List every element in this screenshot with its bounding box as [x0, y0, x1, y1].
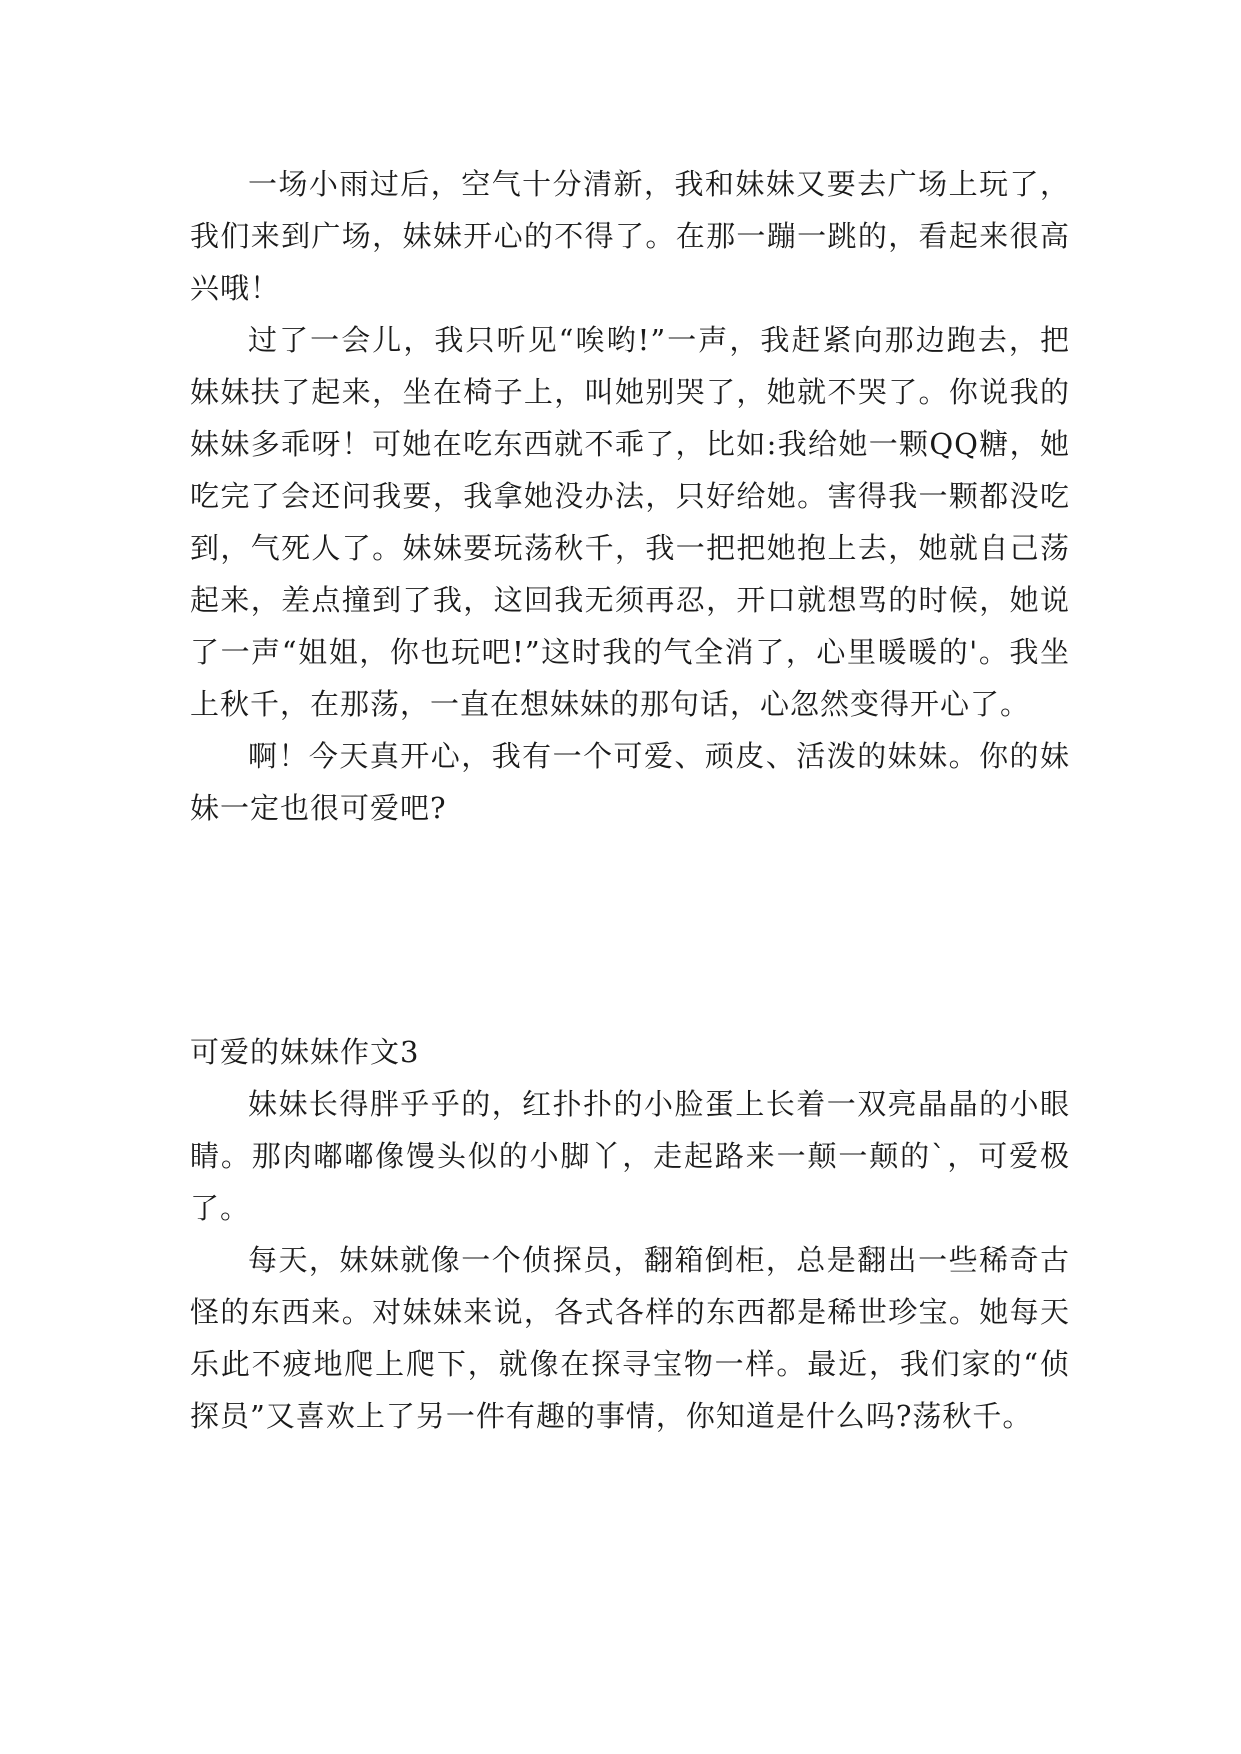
- paragraph: 啊！今天真开心，我有一个可爱、顽皮、活泼的妹妹。你的妹妹一定也很可爱吧?: [190, 739, 1070, 825]
- paragraph: 过了一会儿，我只听见“唉哟!”一声，我赶紧向那边跑去，把妹妹扶了起来，坐在椅子上，叫她别哭了，她就不哭了。你说我的妹妹多乖呀！可她在吃东西就不乖了，比如:我给她一颗QQ糖，她吃完了会还问我要，我拿她没办法，只好给她。害得我一颗都没吃到，气死人了。妹妹要玩荡秋千，我一把把她抱上去，她就自己荡起来，差点撞到了我，这回我无须再忍，开口就想骂的时候，她说了一声“姐姐，你也玩吧!”这时我的气全消了，心里暖暖的'。我坐上秋千，在那荡，一直在想妹妹的那句话，心忽然变得开心了。: [190, 323, 1070, 721]
- section-title: 可爱的妹妹作文3: [190, 1035, 420, 1069]
- paragraph: 每天，妹妹就像一个侦探员，翻箱倒柜，总是翻出一些稀奇古怪的东西来。对妹妹来说，各式各样的东西都是稀世珍宝。她每天乐此不疲地爬上爬下，就像在探寻宝物一样。最近，我们家的“侦探员”又喜欢上了另一件有趣的事情，你知道是什么吗?荡秋千。: [190, 1243, 1070, 1433]
- essay-section-2: [190, 1026, 1070, 1442]
- paragraph: 一场小雨过后，空气十分清新，我和妹妹又要去广场上玩了，我们来到广场，妹妹开心的不得了。在那一蹦一跳的，看起来很高兴哦！: [190, 167, 1070, 305]
- paragraph: 妹妹长得胖乎乎的，红扑扑的小脸蛋上长着一双亮晶晶的小眼睛。那肉嘟嘟像馒头似的小脚丫，走起路来一颠一颠的`，可爱极了。: [190, 1087, 1070, 1225]
- essay-section-1: [190, 158, 1070, 834]
